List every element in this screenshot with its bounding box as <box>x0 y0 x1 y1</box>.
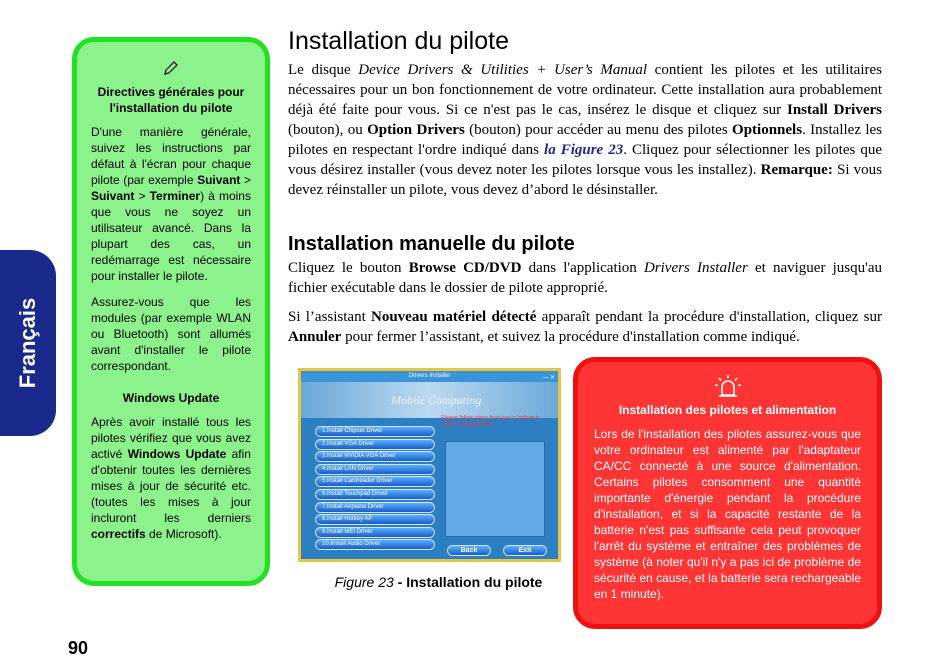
power-warning-body: Lors de l'installation des pilotes assurez-vous que votre ordinateur est alimenté par l'adaptateur CA/CC connecté à une source d'alimentation. Certains pilotes consomment une quantité importante d'énergie pendant la procédure d'installation, et si la capacité restante de la batterie n'est pas suffisante cela peut provoquer l'arrêt du système et entraîner des problèmes de système (à noter qu'il n'y a pas ici de problème de sécurité en cause, et la batterie sera rechargeable en 1 minute). <box>594 427 861 601</box>
exit-button[interactable]: Exit <box>503 545 547 556</box>
manual-paragraph-2: Si l’assistant Nouveau matériel détecté apparaît pendant la procédure d'installation, cliquez sur Annuler pour fermer l’assistant, et suivez la procédure d'installation comme indiqué. <box>288 309 882 345</box>
intro-paragraph: Le disque Device Drivers & Utilities + User’s Manual contient les pilotes et les utilitaires nécessaires pour un bon fonctionnement de votre ordinateur. Cette installation aura probablement déjà été faite pour vous. Si ce n'est pas le cas, insérez le disque et cliquez sur Install Drivers (bouton), ou Option Drivers (bouton) pour accéder au menu des pilotes Optionnels. Installez les pilotes en respectant l'ordre indiqué dans la Figure 23. Cliquez pour sélectionner les pilotes que vous désirez installer (vous devez noter les pilotes lorsque vous les installez). Remarque: Si vous devez réinstaller un pilote, vous devez d’abord le désinstaller. <box>288 62 883 198</box>
pen-icon <box>163 60 179 76</box>
driver-button[interactable]: 7.Install Airplane Driver <box>315 502 435 513</box>
driver-button[interactable]: 10.Install Audio Driver <box>315 539 435 550</box>
windows-update-paragraph: Après avoir installé tous les pilotes vérifiez que vous avez activé Windows Update afin d'obtenir toutes les dernières mises à jour de sécurité etc. (toutes les mises à jour incluront les derniers correctifs de Microsoft). <box>91 415 251 541</box>
figure-caption: Figure 23 - Installation du pilote <box>334 574 543 590</box>
manual-paragraph-1: Cliquez le bouton Browse CD/DVD dans l'application Drivers Installer et naviguer jusqu'au fichier exécutable dans le dossier de pilote approprié. <box>288 260 883 296</box>
window-title: Drivers Installer <box>408 373 451 379</box>
section-title: Installation manuelle du pilote <box>288 233 575 255</box>
driver-button[interactable]: 2.Install VGA Driver <box>315 439 435 450</box>
page-number: 90 <box>68 638 89 658</box>
guidelines-paragraph-2: Assurez-vous que les modules (par exemple WLAN ou Bluetooth) sont allumés avant d'installer le pilote correspondant. <box>91 295 251 373</box>
banner: Mobile Computing <box>301 382 558 418</box>
power-warning-note <box>573 357 882 629</box>
driver-button[interactable]: 3.Install NVIDIA VGA Driver <box>315 451 435 462</box>
power-warning-title: Installation des pilotes et alimentation <box>618 403 837 417</box>
driver-button[interactable]: 4.Install LAN Driver <box>315 464 435 475</box>
page-title: Installation du pilote <box>288 27 509 55</box>
driver-button[interactable]: 9.Install MEI Driver <box>315 527 435 538</box>
language-tab <box>0 250 56 436</box>
language-tab-label: Français <box>15 297 40 389</box>
general-guidelines-note <box>72 37 270 586</box>
driver-info-panel <box>445 441 545 537</box>
driver-button[interactable]: 6.Install Touchpad Driver <box>315 489 435 500</box>
driver-list <box>315 426 435 552</box>
drivers-installer-screenshot <box>298 368 561 562</box>
figure-23-link[interactable]: la Figure 23 <box>544 142 624 158</box>
driver-button[interactable]: 1.Install Chipset Driver <box>315 426 435 437</box>
windows-update-title: Windows Update <box>122 391 220 405</box>
driver-button[interactable]: 5.Install Cardreader Driver <box>315 476 435 487</box>
alarm-icon <box>714 374 742 398</box>
install-hint: Please follow steps from top to bottom in order to install drivers. <box>441 415 541 428</box>
window-titlebar <box>301 371 558 382</box>
drivers-installer-window <box>301 371 558 559</box>
guidelines-paragraph-1: D'une manière générale, suivez les instructions par défaut à l'écran pour chaque pilote (par exemple Suivant > Suivant > Terminer) à moins que vous ne soyez un utilisateur avancé. Dans la plupart des cas, un redémarrage est nécessaire pour installer le pilote. <box>91 125 251 283</box>
driver-button[interactable]: 8.Install Hotkey AP <box>315 514 435 525</box>
guidelines-title: Directives générales pour l'installation du pilote <box>97 85 245 115</box>
window-controls-icon: — ✕ <box>542 375 555 381</box>
back-button[interactable]: Back <box>447 545 491 556</box>
